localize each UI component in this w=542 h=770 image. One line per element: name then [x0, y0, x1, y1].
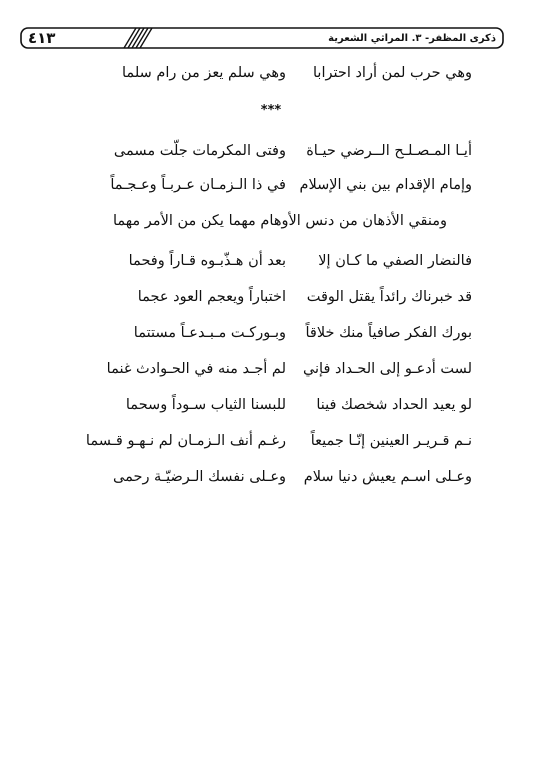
hemistich-right: لست أدعـو إلى الحـداد فإني — [302, 361, 472, 377]
hemistich-left: وفتى المكرمات جلّت مسمى — [113, 143, 286, 159]
hemistich-left: للبسنا الثياب سـوداً وسحما — [125, 397, 286, 413]
verse-full-line: ومنقي الأذهان من دنس الأوهام مهما يكن من الأمر مهما — [112, 213, 448, 229]
hemistich-left: وهي سلم يعز من رام سلما — [122, 65, 286, 81]
hemistich-right: أيـا المـصـلـح الــرضي حيـاة — [306, 143, 472, 159]
hemistich-right: نـم قـريـر العينين إنّـا جميعاً — [310, 433, 472, 449]
hemistich-left: رغـم أنف الـزمـان لم نـهـو قـسما — [85, 433, 286, 449]
page-header — [20, 27, 504, 49]
verse-9 — [0, 464, 542, 490]
verse-5 — [0, 320, 542, 346]
hemistich-right: وهي حرب لمن أراد احترابا — [313, 65, 472, 81]
verse-7 — [0, 392, 542, 418]
running-title: ذكرى المظفر- ٣. المراثي الشعرية — [328, 33, 496, 44]
verse-intro — [0, 60, 542, 86]
page-number: ٤١٣ — [28, 29, 56, 47]
section-separator: *** — [260, 103, 282, 118]
hemistich-right: وإمام الإقدام بين بني الإسلام — [299, 177, 472, 193]
hemistich-left: بعد أن هـذّبـوه قـاراً وفحما — [128, 253, 286, 269]
verse-6 — [0, 356, 542, 382]
hemistich-right: وعـلى اسـم يعيش دنيا سلام — [303, 469, 472, 485]
hemistich-right: قد خبرناك رائداً يقتل الوقت — [306, 289, 472, 305]
verse-1 — [0, 138, 542, 164]
hemistich-left: وبـوركـت مـبـدعـاً مستتما — [133, 325, 286, 341]
hemistich-right: فالنضار الصفي ما كـان إلا — [318, 253, 472, 269]
verse-4 — [0, 284, 542, 310]
verse-8 — [0, 428, 542, 454]
verse-3 — [0, 248, 542, 274]
hemistich-right: لو يعيد الحداد شخصك فينا — [316, 397, 472, 413]
hemistich-left: في ذا الـزمـان عـربـاً وعـجـماً — [110, 177, 286, 193]
hemistich-right: بورك الفكر صافياً منك خلاقاً — [305, 325, 472, 341]
hemistich-left: وعـلى نفسك الـرضيّـة رحمى — [113, 469, 286, 485]
hemistich-left: اختباراً ويعجم العود عجما — [137, 289, 286, 305]
hemistich-left: لم أجـد منه في الحـوادث غنما — [106, 361, 286, 377]
verse-2 — [0, 172, 542, 198]
